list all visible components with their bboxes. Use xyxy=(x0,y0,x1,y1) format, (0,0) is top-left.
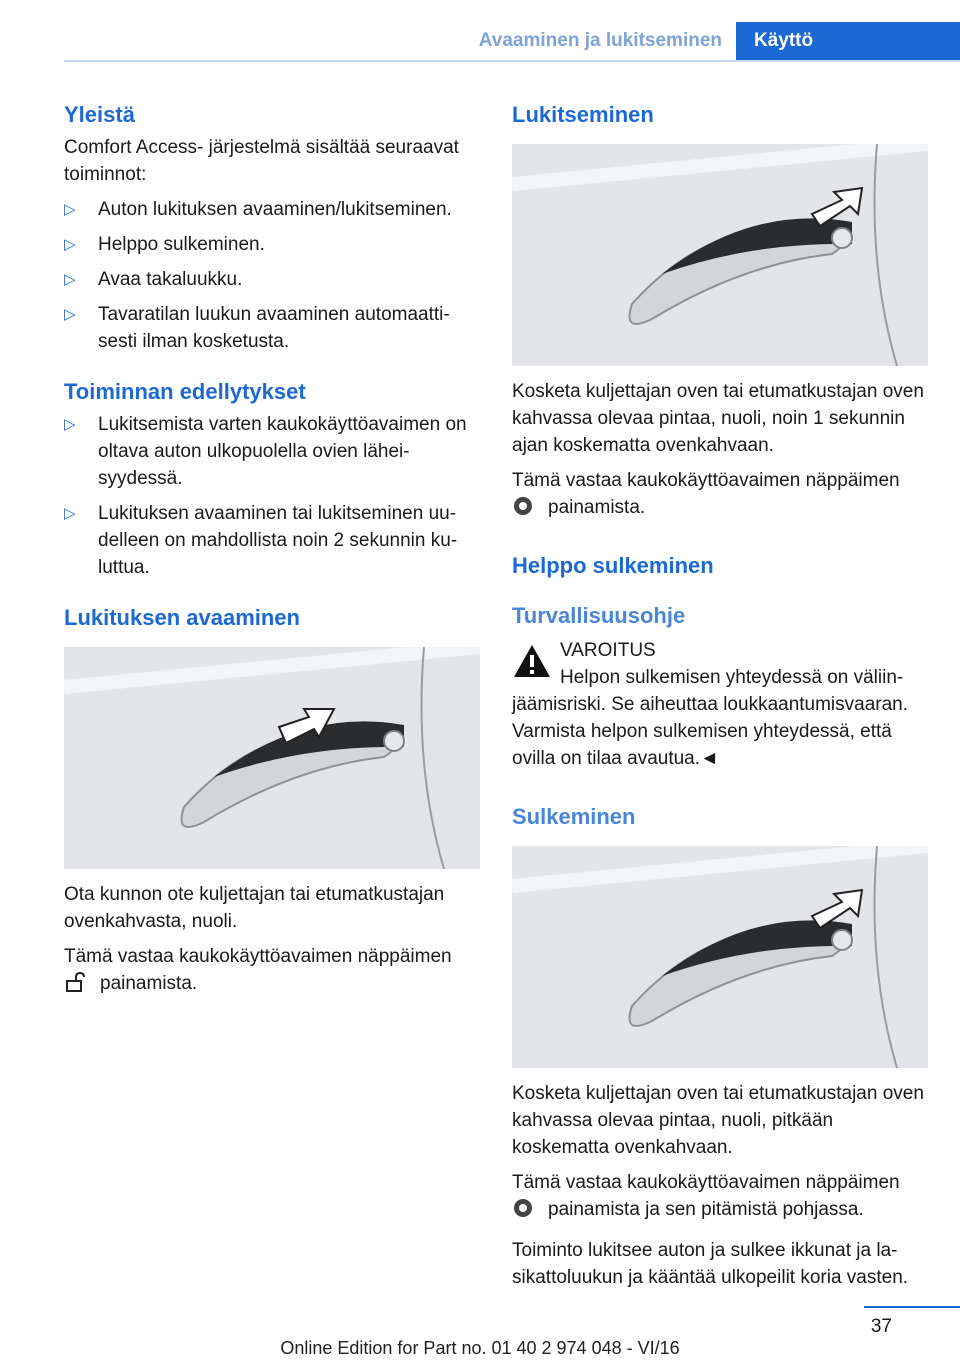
lock-key-icon xyxy=(512,495,534,517)
warning-text: Helpon sulkemisen yhteydessä on väliinjäämisriski. Se aiheuttaa loukkaantumisvaaran. Varmista helpon sulkemisen yhteydessä, että ovilla on tilaa avautua.◄ xyxy=(512,667,909,769)
avaaminen-text1: Ota kunnon ote kuljettajan tai etumatkustajan ovenkahvasta, nuoli. xyxy=(64,884,445,932)
right-column xyxy=(512,100,928,1291)
triangle-bullet-icon: ▷ xyxy=(64,306,76,323)
header-chapter-tab[interactable]: Käyttö xyxy=(736,22,960,60)
warning-label: VAROITUS xyxy=(560,640,656,661)
yleista-list xyxy=(64,196,480,355)
footer-edition: Online Edition for Part no. 01 40 2 974 048 - VI/16 xyxy=(280,1338,680,1358)
door-handle-unlock-image xyxy=(64,647,480,869)
footer-rule xyxy=(864,1306,960,1308)
list-item: ▷ Auton lukituksen avaaminen/lukitseminen. xyxy=(64,196,480,223)
sulkeminen-text2: Tämä vastaa kaukokäyttöavaimen näppäimen painamista ja sen pitämistä pohjassa. xyxy=(512,1172,900,1220)
page-number: 37 xyxy=(870,1316,892,1337)
avaaminen-text2: Tämä vastaa kaukokäyttöavaimen näppäimen painamista. xyxy=(64,946,452,994)
header-rule xyxy=(64,60,960,62)
lukitseminen-text1: Kosketa kuljettajan oven tai etumatkustajan oven kahvassa olevaa pintaa, nuoli, noin 1 sekunnin ajan koskematta ovenkahvaan. xyxy=(512,381,924,456)
door-handle-close-image xyxy=(512,846,928,1068)
list-item: ▷ Helppo sulkeminen. xyxy=(64,231,480,258)
triangle-bullet-icon: ▷ xyxy=(64,416,76,433)
left-column xyxy=(64,100,480,997)
edellytykset-list xyxy=(64,411,480,581)
lock-key-icon xyxy=(512,1197,534,1219)
list-item: ▷ Avaa takaluukku. xyxy=(64,266,480,293)
list-item: ▷ Lukituksen avaaminen tai lukitseminen uudelleen on mahdollista noin 2 sekunnin kuluttua. xyxy=(64,500,480,581)
list-item: ▷ Tavaratilan luukun avaaminen automaattisesti ilman kosketusta. xyxy=(64,301,480,355)
heading-avaaminen: Lukituksen avaaminen xyxy=(64,605,300,630)
lukitseminen-text2: Tämä vastaa kaukokäyttöavaimen näppäimen painamista. xyxy=(512,470,900,518)
triangle-bullet-icon: ▷ xyxy=(64,236,76,253)
warning-triangle-icon xyxy=(512,643,552,679)
list-item: ▷ Lukitsemista varten kaukokäyttöavaimen on oltava auton ulkopuolella ovien läheisyydessä. xyxy=(64,411,480,492)
heading-sulkeminen: Sulkeminen xyxy=(512,804,636,829)
heading-lukitseminen: Lukitseminen xyxy=(512,102,654,127)
sulkeminen-text3: Toiminto lukitsee auton ja sulkee ikkunat ja lasikattoluukun ja kääntää ulkopeilit koria vasten. xyxy=(512,1240,909,1288)
yleista-intro: Comfort Access- järjestelmä sisältää seuraavat toiminnot: xyxy=(64,137,459,185)
header-section: Avaaminen ja lukitseminen xyxy=(478,30,722,51)
heading-turvallisuusohje: Turvallisuusohje xyxy=(512,603,686,628)
heading-helppo: Helppo sulkeminen xyxy=(512,553,714,578)
unlock-key-icon xyxy=(64,971,86,993)
triangle-bullet-icon: ▷ xyxy=(64,201,76,218)
triangle-bullet-icon: ▷ xyxy=(64,271,76,288)
triangle-bullet-icon: ▷ xyxy=(64,505,76,522)
heading-yleista: Yleistä xyxy=(64,102,135,127)
sulkeminen-text1: Kosketa kuljettajan oven tai etumatkustajan oven kahvassa olevaa pintaa, nuoli, pitkään koskematta ovenkahvaan. xyxy=(512,1083,924,1158)
warning-block xyxy=(512,637,928,664)
heading-edellytykset: Toiminnan edellytykset xyxy=(64,379,306,404)
door-handle-lock-image xyxy=(512,144,928,366)
